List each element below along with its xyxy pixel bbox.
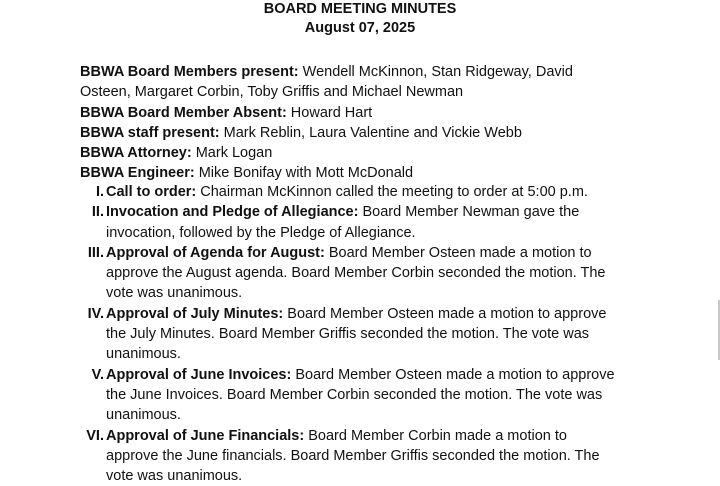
staff-present-label: BBWA staff present: xyxy=(80,124,220,141)
agenda-item-call-to-order xyxy=(80,182,640,202)
member-absent xyxy=(80,103,640,123)
engineer-label: BBWA Engineer: xyxy=(80,165,195,182)
members-present-value: Wendell McKinnon, Stan Ridgeway, David xyxy=(298,64,573,80)
item-text: Board Member Newman gave the xyxy=(358,204,580,221)
attorney-value: Mark Logan xyxy=(191,145,273,162)
agenda-item-approval-agenda xyxy=(80,243,640,304)
item-text: Board Member Osteen made a motion to approve xyxy=(283,305,607,322)
agenda-item-invocation xyxy=(80,202,640,243)
item-line xyxy=(106,365,640,385)
item-line: approve the June financials. Board Member Griffis seconded the motion. The xyxy=(106,447,600,464)
item-text: Board Member Corbin made a motion to xyxy=(304,427,567,444)
meeting-date: August 07, 2025 xyxy=(304,20,416,36)
item-number: I. xyxy=(95,184,104,200)
item-number: II. xyxy=(91,204,104,221)
item-line xyxy=(106,426,640,446)
members-present-label: BBWA Board Members present: xyxy=(80,64,299,80)
item-number: VI. xyxy=(86,427,104,444)
item-number: IV. xyxy=(87,305,104,322)
item-heading: Approval of June Financials: xyxy=(106,427,305,444)
item-line: unanimous. xyxy=(106,346,181,363)
agenda-item-approval-minutes xyxy=(80,304,640,365)
item-line xyxy=(106,304,640,324)
member-absent-value: Howard Hart xyxy=(286,104,373,121)
agenda-items xyxy=(80,182,640,486)
member-absent-label: BBWA Board Member Absent: xyxy=(80,104,287,121)
item-text: Board Member Osteen made a motion to xyxy=(324,244,592,261)
item-heading: Approval of July Minutes: xyxy=(106,305,284,322)
item-line: vote was unanimous. xyxy=(106,468,243,485)
item-heading: Invocation and Pledge of Allegiance: xyxy=(106,204,359,221)
item-number: III. xyxy=(87,244,104,261)
document-title: BOARD MEETING MINUTES xyxy=(263,1,457,17)
attendance-section xyxy=(80,62,640,184)
item-text: Board Member Osteen made a motion to approve xyxy=(291,366,615,383)
members-present xyxy=(80,62,640,82)
staff-present xyxy=(80,123,640,143)
staff-present-value: Mark Reblin, Laura Valentine and Vickie Webb xyxy=(219,124,522,141)
engineer-value: Mike Bonifay with Mott McDonald xyxy=(194,165,414,182)
item-line: approve the August agenda. Board Member Corbin seconded the motion. The xyxy=(106,265,606,282)
item-line xyxy=(106,243,640,263)
item-text: Chairman McKinnon called the meeting to order at 5:00 p.m. xyxy=(196,184,588,200)
agenda-item-approval-financials xyxy=(80,426,640,486)
item-number: V. xyxy=(91,366,104,383)
engineer xyxy=(80,163,640,183)
item-line: the July Minutes. Board Member Griffis seconded the motion. The vote was xyxy=(106,326,590,343)
agenda-item-approval-invoices xyxy=(80,365,640,426)
item-line xyxy=(106,182,640,202)
item-line: unanimous. xyxy=(106,407,181,424)
item-line: vote was unanimous. xyxy=(106,285,243,302)
members-present-continued: Osteen, Margaret Corbin, Toby Griffis and Michael Newman xyxy=(80,84,464,101)
attorney xyxy=(80,143,640,163)
item-heading: Call to order: xyxy=(106,184,197,200)
item-line xyxy=(106,202,640,222)
attorney-label: BBWA Attorney: xyxy=(80,145,192,162)
item-heading: Approval of Agenda for August: xyxy=(106,244,325,261)
item-line: invocation, followed by the Pledge of Allegiance. xyxy=(106,224,416,241)
item-heading: Approval of June Invoices: xyxy=(106,366,292,383)
item-line: the June Invoices. Board Member Corbin seconded the motion. The vote was xyxy=(106,386,603,403)
